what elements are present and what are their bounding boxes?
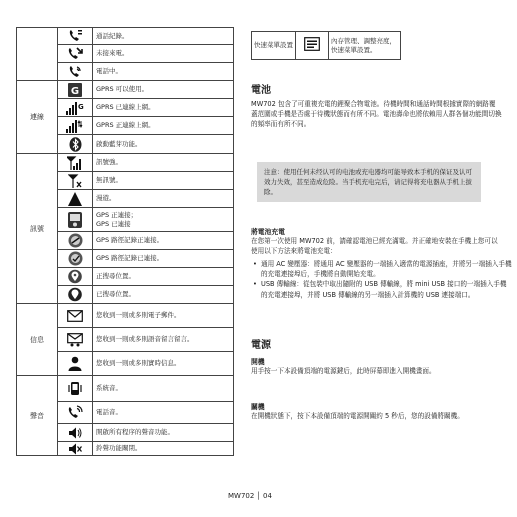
quick-menu-label: 快速菜單設置 (252, 32, 296, 60)
status-desc: 無訊號。 (93, 172, 234, 190)
status-desc: 啟動藍芽功能。 (93, 135, 234, 154)
status-desc: 通話紀錄。 (93, 28, 234, 45)
power-on-text: 用手按一下本設備頂端的電源鍵后，此時屏幕即進入開機畫面。 (251, 367, 436, 375)
status-desc: 訊號強。 (93, 154, 234, 172)
mute-icon (68, 443, 82, 455)
status-desc: GPS 正連接； GPS 已連接 (93, 208, 234, 232)
page-footer: MW702 │ 04 (228, 492, 272, 500)
quick-menu-table (251, 31, 401, 60)
status-desc: 電話音。 (93, 402, 234, 424)
bluetooth-icon (69, 137, 82, 152)
battery-intro: MW702 包含了可重複充電的鋰聚合物電池。待機時間和通話時間根據實際的網路覆蓋范圍或手機是否處于待機狀態而有所不同。電池壽命也將依賴用人群各個功能間切換的頻率而有所不同。 (251, 100, 502, 129)
list-item: • 通用 AC 變壓器：將通用 AC 變壓器的一端插入適當的電源插座，并將另一端插入手機的充電連接埠后，手機將自動開始充電。 (261, 259, 512, 279)
battery-title: 電池 (251, 85, 271, 96)
category-signal: 訊號 (17, 154, 58, 304)
voicemail-icon (67, 333, 83, 347)
status-desc: 電話中。 (93, 63, 234, 81)
gprs-available-icon (68, 83, 82, 97)
missed-call-icon (66, 46, 84, 61)
gprs-online-icon (66, 101, 84, 115)
quick-menu-desc: 內存管理、調整亮度，快速菜單設置。 (329, 32, 401, 60)
phone-ring-icon (67, 405, 83, 420)
power-off-text: 在開機狀態下，按下本設備頂端的電源開關約 5 秒后，您的設備將關機。 (251, 412, 464, 420)
status-desc: GPRS 可以使用。 (93, 81, 234, 99)
list-item: • USB 傳輸線：從包裝中取出隨附的 USB 傳輸線，將 mini USB 接口的一端插入手機的充電連接埠，并將 USB 傳輸線的另一端插入計算機的 USB 連接端口。 (261, 279, 512, 299)
signal-strong-icon (67, 156, 83, 170)
category-empty (17, 28, 58, 81)
table-row (17, 304, 234, 328)
icon-cell (58, 28, 93, 45)
power-off-title: 關機 (251, 403, 265, 411)
located-icon (68, 287, 82, 302)
no-signal-icon (68, 174, 82, 188)
gps-log-icon (68, 233, 83, 248)
positioning-icon (68, 269, 82, 284)
svg-text:G: G (70, 85, 80, 97)
gps-icon (67, 211, 83, 229)
quick-menu-icon (304, 37, 320, 51)
status-desc: 鈴聲功能關閉。 (93, 442, 234, 456)
svg-text:G: G (78, 102, 84, 111)
instant-message-icon (68, 356, 82, 371)
roaming-icon (68, 192, 82, 206)
category-message: 信息 (17, 304, 58, 376)
category-sound: 聲音 (17, 376, 58, 456)
status-desc: 開啟所有程序的聲音功能。 (93, 424, 234, 442)
power-on-title: 開機 (251, 358, 265, 366)
envelope-icon (67, 310, 83, 322)
table-row (17, 154, 234, 172)
call-log-icon (67, 29, 83, 43)
status-desc: 系統音。 (93, 376, 234, 402)
status-desc: 您收到一則或多則語音留言留言。 (93, 328, 234, 352)
status-desc: GPRS 已連線上網。 (93, 99, 234, 117)
status-desc: 漫遊。 (93, 190, 234, 208)
status-desc: 您收到一則或多則實時信息。 (93, 352, 234, 376)
table-row (17, 28, 234, 45)
sound-on-icon (68, 427, 82, 439)
in-call-icon (67, 65, 83, 79)
vibrate-icon (67, 381, 83, 396)
table-row (17, 376, 234, 402)
category-connect: 連線 (17, 81, 58, 154)
status-desc: 您收到一則或多則電子郵件。 (93, 304, 234, 328)
status-desc: 未接來電。 (93, 45, 234, 63)
charge-title: 將電池充電 (251, 228, 285, 236)
right-column (251, 31, 512, 420)
status-desc: GPS 路徑記錄已連接。 (93, 250, 234, 268)
power-title: 電源 (251, 340, 271, 351)
status-desc: GPRS 正連線上網。 (93, 117, 234, 135)
battery-note: 注意：使用任何未经认可的电池或充电器均可能导致本手机的保证及认可效力失效，甚至造成危险。当手机充电完后，请记得将充电器从手机上拔除。 (257, 162, 481, 202)
gprs-connecting-icon (66, 119, 84, 133)
status-icon-table (16, 27, 234, 456)
charge-methods-list (251, 259, 512, 300)
table-row (17, 81, 234, 99)
status-desc: 正搜尋位置。 (93, 268, 234, 286)
status-desc: 已搜尋位置。 (93, 286, 234, 304)
gps-log-connected-icon (68, 251, 83, 266)
status-desc: GPS 路徑記錄正連接。 (93, 232, 234, 250)
charge-text: 在您第一次使用 MW702 前，請確認電池已經充滿電。并正確地安裝在手機上您可以使用以下方法來將電池充電： (251, 237, 498, 256)
